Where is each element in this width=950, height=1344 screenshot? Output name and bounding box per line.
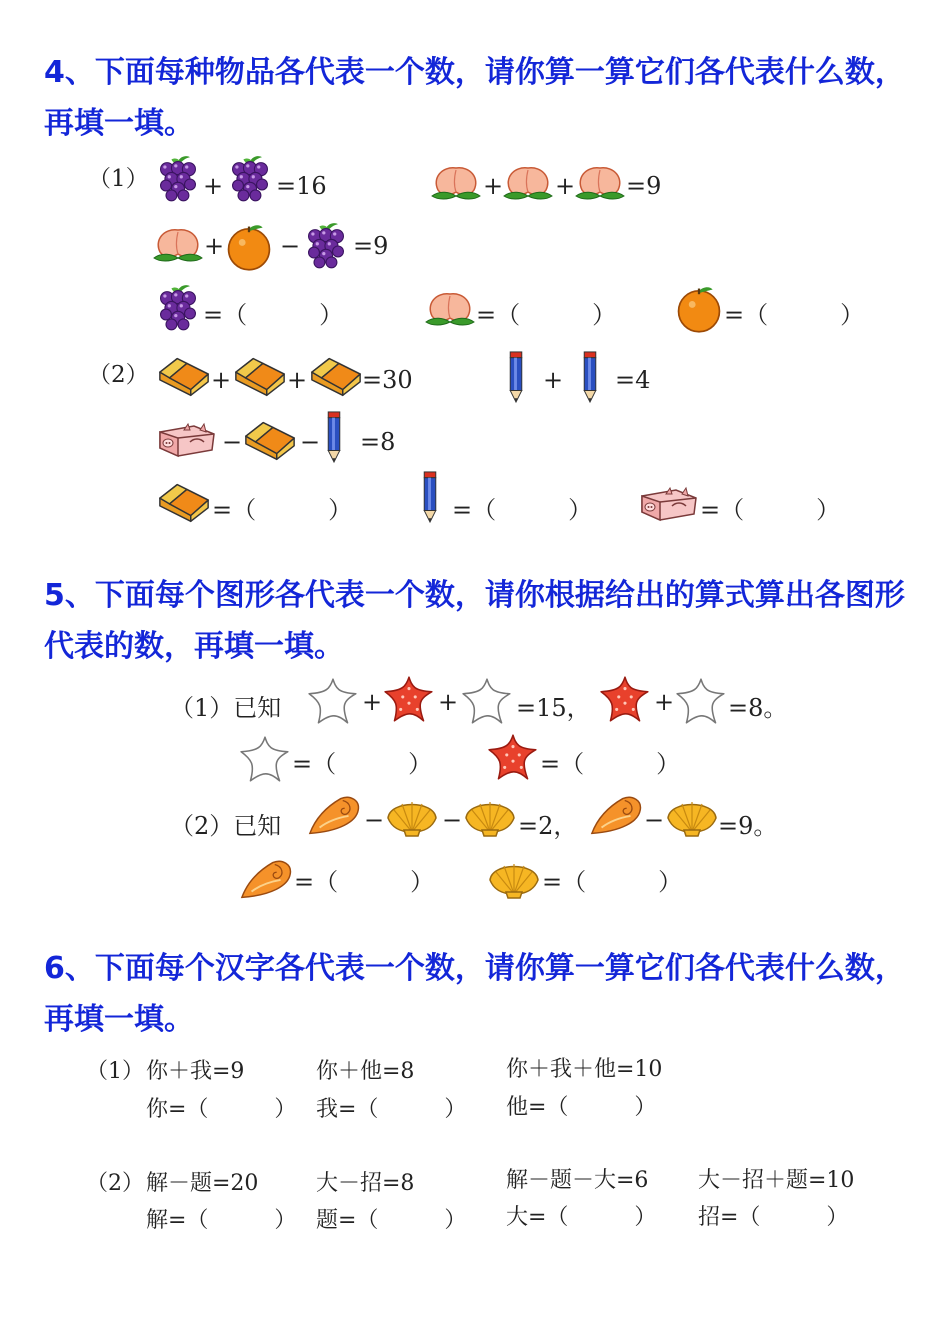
red-starfish-icon (486, 732, 540, 782)
conch-shell-icon (238, 854, 296, 904)
q5-p1-label: （1）已知 (170, 694, 282, 722)
scallop-shell-icon (384, 792, 440, 838)
white-star-icon (674, 676, 728, 726)
minus-sign: − (280, 232, 301, 260)
equation: 你＋我=9 (146, 1059, 245, 1084)
q6-p1-label: （1） (86, 1059, 144, 1084)
minus-sign: − (644, 806, 665, 834)
q5-title: 5、下面每个图形各代表一个数，请你根据给出的算式算出各图形代表的数，再填一填。 (44, 578, 905, 664)
answer-blank[interactable]: =（ ） (476, 301, 617, 329)
q5-p2-label: （2）已知 (170, 812, 282, 840)
pig-pencil-box-icon (636, 484, 700, 524)
plus-sign: + (438, 688, 459, 716)
answer-blank[interactable]: 我=（ ） (316, 1097, 467, 1122)
equation-result: =8 (360, 428, 396, 456)
equation-result: =16 (276, 172, 327, 200)
equation-result: =15， (516, 694, 591, 722)
q6-p2-label: （2） (86, 1171, 144, 1196)
equation-result: =4 (615, 366, 651, 394)
minus-sign: − (364, 806, 385, 834)
eraser-icon (308, 354, 364, 398)
equation: 你＋我＋他=10 (506, 1057, 663, 1082)
q4-title: 4、下面每种物品各代表一个数，请你算一算它们各代表什么数，再填一填。 (44, 55, 905, 141)
equation-result: =8。 (728, 694, 788, 722)
answer-blank[interactable]: =（ ） (540, 750, 681, 778)
plus-sign: + (654, 688, 675, 716)
peach-icon (424, 288, 476, 328)
grape-icon (228, 155, 272, 203)
white-star-icon (238, 734, 292, 784)
answer-blank[interactable]: =（ ） (212, 496, 353, 524)
equation: 你＋他=8 (316, 1059, 415, 1084)
answer-blank[interactable]: =（ ） (292, 750, 433, 778)
answer-blank[interactable]: =（ ） (700, 496, 841, 524)
equation: 解－题=20 (146, 1171, 259, 1196)
plus-sign: + (543, 366, 564, 394)
minus-sign: − (222, 428, 243, 456)
pig-pencil-box-icon (154, 420, 218, 460)
eraser-icon (242, 418, 298, 462)
plus-sign: + (204, 232, 225, 260)
eraser-icon (156, 354, 212, 398)
answer-blank[interactable]: 大=（ ） (506, 1205, 657, 1230)
answer-blank[interactable]: =（ ） (542, 868, 683, 896)
red-starfish-icon (382, 674, 436, 724)
scallop-shell-icon (462, 792, 518, 838)
answer-blank[interactable]: 招=（ ） (698, 1205, 849, 1230)
equation: 大－招＋题=10 (698, 1168, 855, 1193)
answer-blank[interactable]: 解=（ ） (146, 1208, 297, 1233)
q4-p1-label: （1） (88, 166, 149, 192)
peach-icon (502, 162, 554, 202)
grape-icon (156, 155, 200, 203)
pencil-icon (580, 350, 600, 404)
plus-sign: + (483, 172, 504, 200)
plus-sign: + (362, 688, 383, 716)
pencil-icon (420, 470, 440, 524)
answer-blank[interactable]: 题=（ ） (316, 1208, 467, 1233)
plus-sign: + (555, 172, 576, 200)
equation-result: =9 (626, 172, 662, 200)
peach-icon (430, 162, 482, 202)
minus-sign: − (442, 806, 463, 834)
answer-blank[interactable]: 他=（ ） (506, 1095, 657, 1120)
answer-blank[interactable]: =（ ） (724, 301, 865, 329)
minus-sign: − (300, 428, 321, 456)
q4-p2-label: （2） (88, 362, 149, 388)
pencil-icon (324, 410, 344, 464)
grape-icon (304, 222, 348, 270)
equation: 解－题－大=6 (506, 1168, 649, 1193)
conch-shell-icon (306, 790, 364, 840)
eraser-icon (156, 480, 212, 524)
equation-result: =9 (353, 232, 389, 260)
equation-result: =9。 (718, 812, 778, 840)
plus-sign: + (287, 366, 308, 394)
answer-blank[interactable]: 你=（ ） (146, 1097, 297, 1122)
conch-shell-icon (588, 790, 646, 840)
eraser-icon (232, 354, 288, 398)
orange-icon (224, 222, 274, 272)
pencil-icon (506, 350, 526, 404)
equation-result: =30 (362, 366, 413, 394)
equation-result: =2， (518, 812, 578, 840)
scallop-shell-icon (486, 854, 542, 900)
answer-blank[interactable]: =（ ） (203, 301, 344, 329)
scallop-shell-icon (664, 792, 720, 838)
white-star-icon (306, 676, 360, 726)
plus-sign: + (203, 172, 224, 200)
answer-blank[interactable]: =（ ） (294, 868, 435, 896)
peach-icon (152, 224, 204, 264)
orange-icon (674, 284, 724, 334)
white-star-icon (460, 676, 514, 726)
red-starfish-icon (598, 674, 652, 724)
plus-sign: + (211, 366, 232, 394)
answer-blank[interactable]: =（ ） (452, 496, 593, 524)
grape-icon (156, 284, 200, 332)
equation: 大－招=8 (316, 1171, 415, 1196)
peach-icon (574, 162, 626, 202)
q6-title: 6、下面每个汉字各代表一个数，请你算一算它们各代表什么数，再填一填。 (44, 951, 905, 1037)
